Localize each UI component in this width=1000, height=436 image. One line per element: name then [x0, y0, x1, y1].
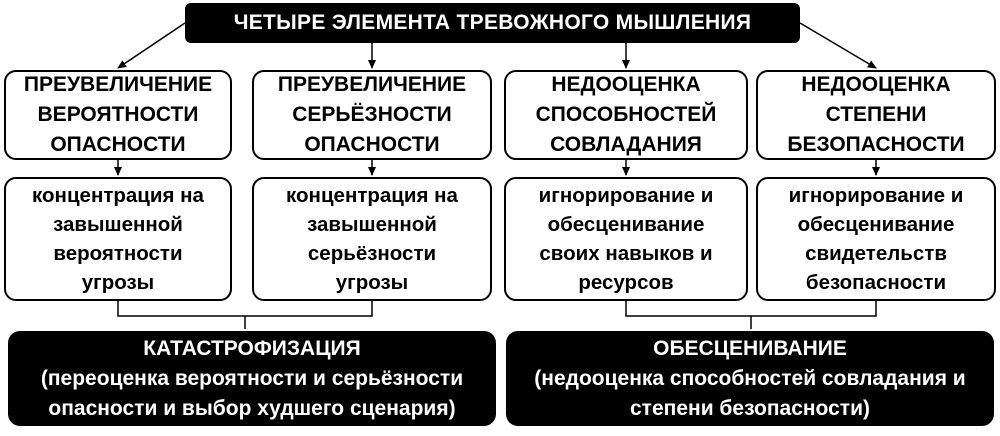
description-box-2 — [252, 177, 492, 301]
element-label-1: ПРЕУВЕЛИЧЕНИЕ ВЕРОЯТНОСТИ ОПАСНОСТИ — [23, 73, 213, 156]
element-label-4: НЕДООЦЕНКА СТЕПЕНИ БЕЗОПАСНОСТИ — [787, 73, 965, 156]
element-box-3 — [504, 70, 748, 160]
description-box-3 — [504, 177, 748, 301]
description-box-1 — [4, 177, 232, 301]
bracket-right — [626, 301, 876, 329]
outcome-box-devaluation — [506, 331, 994, 426]
outcome-heading-1: КАТАСТРОФИЗАЦИЯ — [143, 336, 361, 360]
outcome-box-catastrophizing — [8, 331, 496, 426]
element-box-2 — [252, 70, 492, 160]
description-text-2: концентрация на завышенной серьёзности угрозы — [286, 184, 458, 294]
description-text-3: игнорирование и обесценивание своих навыков и ресурсов — [538, 184, 714, 294]
element-label-2: ПРЕУВЕЛИЧЕНИЕ СЕРЬЁЗНОСТИ ОПАСНОСТИ — [277, 73, 467, 156]
arrow-title-to-element-4 — [800, 23, 876, 68]
diagram-title — [185, 3, 800, 43]
element-box-4 — [756, 70, 996, 160]
element-label-3: НЕДООЦЕНКА СПОСОБНОСТЕЙ СОВЛАДАНИЯ — [535, 73, 717, 156]
element-box-1 — [4, 70, 232, 160]
description-text-4: игнорирование и обесценивание свидетельств безопасности — [788, 184, 964, 294]
outcome-detail-2: (недооценка способностей совладания и степени безопасности) — [534, 366, 966, 420]
outcome-detail-1: (переоценка вероятности и серьёзности опасности и выбор худшего сценария) — [40, 366, 464, 420]
bracket-left — [118, 301, 372, 329]
description-text-1: концентрация на завышенной вероятности угрозы — [32, 184, 204, 294]
outcome-heading-2: ОБЕСЦЕНИВАНИЕ — [653, 336, 847, 360]
diagram-title-text: ЧЕТЫРЕ ЭЛЕМЕНТА ТРЕВОЖНОГО МЫШЛЕНИЯ — [233, 11, 752, 34]
arrow-title-to-element-1 — [118, 23, 185, 68]
description-box-4 — [756, 177, 996, 301]
